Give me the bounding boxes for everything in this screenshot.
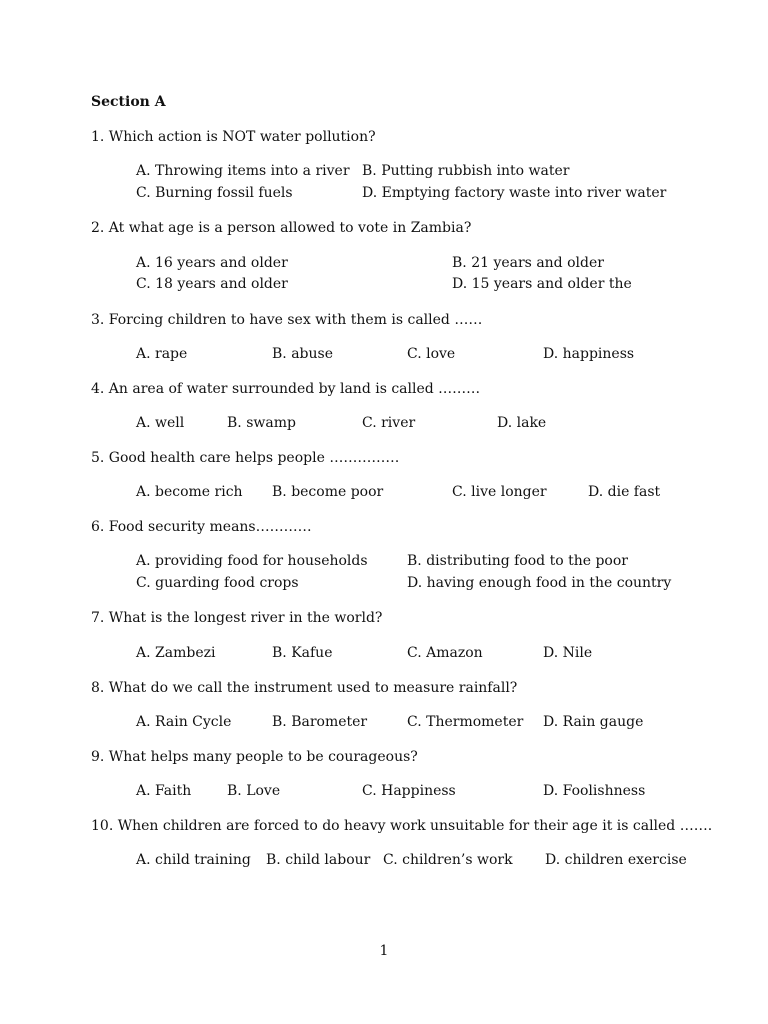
q4-option-b: B. swamp xyxy=(227,415,296,431)
question-8: 8. What do we call the instrument used to measure rainfall? xyxy=(91,680,518,696)
page-number: 1 xyxy=(379,943,389,959)
q7-option-d: D. Nile xyxy=(543,645,593,661)
q3-option-a: A. rape xyxy=(136,346,188,362)
q8-option-d: D. Rain gauge xyxy=(543,714,644,730)
q3-option-d: D. happiness xyxy=(543,346,635,362)
question-2: 2. At what age is a person allowed to vote in Zambia? xyxy=(91,220,472,236)
q9-option-b: B. Love xyxy=(227,783,281,799)
q1-option-a: A. Throwing items into a river xyxy=(136,163,350,179)
question-7: 7. What is the longest river in the world? xyxy=(91,610,383,626)
q4-option-d: D. lake xyxy=(497,415,547,431)
q3-option-c: C. love xyxy=(407,346,456,362)
q10-option-c: C. children’s work xyxy=(383,852,513,868)
q5-option-a: A. become rich xyxy=(136,484,243,500)
q1-option-b: B. Putting rubbish into water xyxy=(362,163,570,179)
question-10: 10. When children are forced to do heavy work unsuitable for their age it is called ……. xyxy=(91,818,713,834)
q8-option-c: C. Thermometer xyxy=(407,714,524,730)
q8-option-a: A. Rain Cycle xyxy=(136,714,232,730)
q2-option-c: C. 18 years and older xyxy=(136,276,288,292)
q8-option-b: B. Barometer xyxy=(272,714,368,730)
q2-option-a: A. 16 years and older xyxy=(136,255,288,271)
q9-option-a: A. Faith xyxy=(136,783,192,799)
q1-option-d: D. Emptying factory waste into river water xyxy=(362,185,667,201)
q9-option-c: C. Happiness xyxy=(362,783,456,799)
q6-option-b: B. distributing food to the poor xyxy=(407,553,628,569)
q2-option-b: B. 21 years and older xyxy=(452,255,604,271)
q4-option-c: C. river xyxy=(362,415,416,431)
q5-option-b: B. become poor xyxy=(272,484,384,500)
q6-option-d: D. having enough food in the country xyxy=(407,575,672,591)
q7-option-a: A. Zambezi xyxy=(136,645,216,661)
q1-option-c: C. Burning fossil fuels xyxy=(136,185,293,201)
question-4: 4. An area of water surrounded by land is called ……… xyxy=(91,381,481,397)
question-5: 5. Good health care helps people …………… xyxy=(91,450,400,466)
q6-option-c: C. guarding food crops xyxy=(136,575,299,591)
q3-option-b: B. abuse xyxy=(272,346,333,362)
question-9: 9. What helps many people to be courageous? xyxy=(91,749,418,765)
q10-option-b: B. child labour xyxy=(266,852,371,868)
q10-option-d: D. children exercise xyxy=(545,852,687,868)
section-title: Section A xyxy=(91,94,166,110)
question-1: 1. Which action is NOT water pollution? xyxy=(91,129,376,145)
q10-option-a: A. child training xyxy=(136,852,251,868)
q9-option-d: D. Foolishness xyxy=(543,783,646,799)
q7-option-b: B. Kafue xyxy=(272,645,333,661)
q7-option-c: C. Amazon xyxy=(407,645,483,661)
question-6: 6. Food security means………… xyxy=(91,519,312,535)
question-3: 3. Forcing children to have sex with them is called …… xyxy=(91,312,483,328)
q5-option-c: C. live longer xyxy=(452,484,547,500)
q6-option-a: A. providing food for households xyxy=(136,553,368,569)
q4-option-a: A. well xyxy=(136,415,185,431)
q2-option-d: D. 15 years and older the xyxy=(452,276,632,292)
q5-option-d: D. die fast xyxy=(588,484,661,500)
